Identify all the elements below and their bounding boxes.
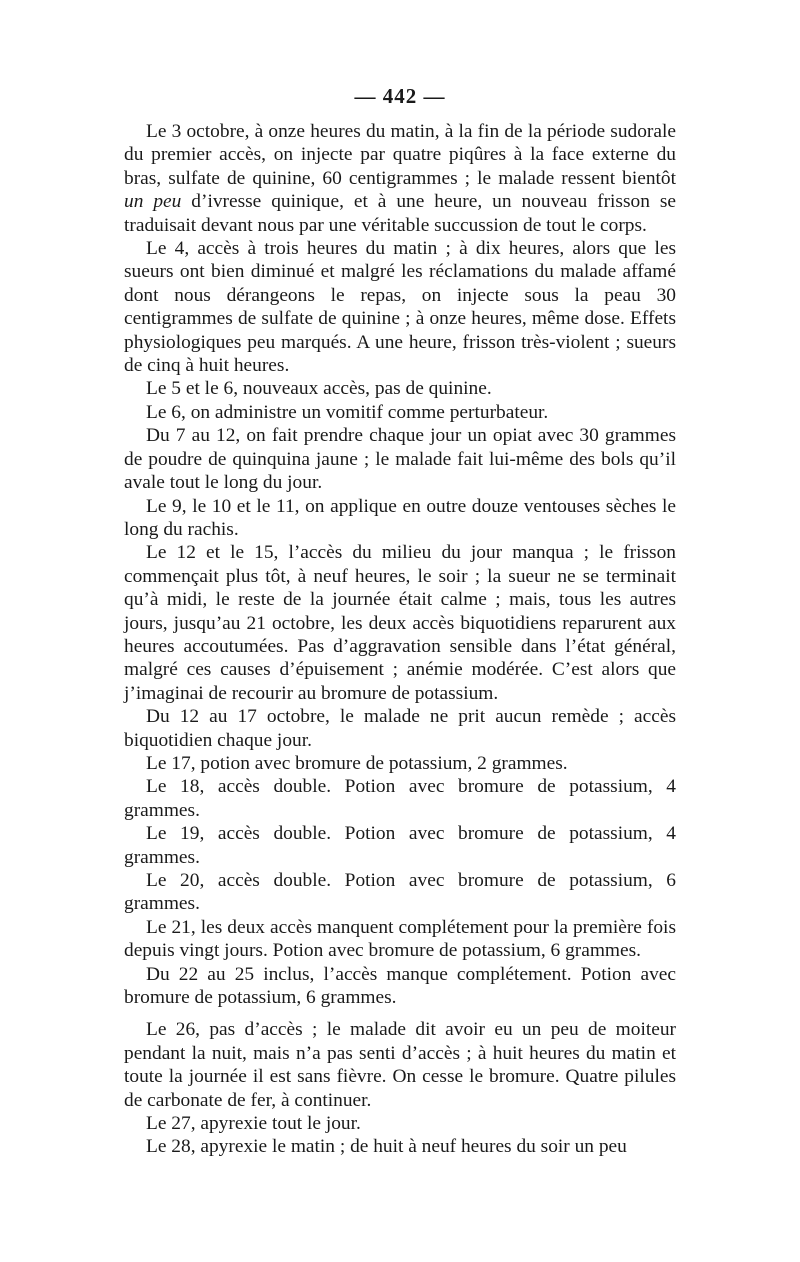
paragraph: Le 5 et le 6, nouveaux accès, pas de quinine.	[146, 378, 492, 400]
paragraph: Le 28, apyrexie le matin ; de huit à neuf heures du soir un peu	[146, 1136, 627, 1158]
paragraph	[124, 120, 676, 237]
paragraph: Le 4, accès à trois heures du matin ; à dix heures, alors que les sueurs ont bien diminué et malgré les réclamations du malade affamé dont nous dérangeons le repas, on injecte sous la peau 30 centigrammes de sulfate de quinine ; à onze heures, même dose. Effets physiologiques peu marqués. A une heure, frisson très-violent ; sueurs de cinq à huit heures.	[124, 238, 676, 377]
paragraph: Le 9, le 10 et le 11, on applique en outre douze ventouses sèches le long du rachis.	[124, 495, 676, 540]
paragraph-text: d’ivresse quinique, et à une heure, un nouveau frisson se traduisait devant nous par une véritable succussion de tout le corps.	[124, 191, 676, 236]
paragraph: Du 12 au 17 octobre, le malade ne prit aucun remède ; accès biquotidien chaque jour.	[124, 706, 676, 751]
paragraph: Le 26, pas d’accès ; le malade dit avoir eu un peu de moiteur pendant la nuit, mais n’a pas senti d’accès ; à huit heures du matin et toute la journée il est sans fièvre. On cesse le bromure. Quatre pilules de carbonate de fer, à continuer.	[124, 1019, 676, 1111]
paragraph: Le 27, apyrexie tout le jour.	[146, 1113, 361, 1135]
paragraph: Du 22 au 25 inclus, l’accès manque complétement. Potion avec bromure de potassium, 6 grammes.	[124, 963, 676, 1009]
paragraph: Le 12 et le 15, l’accès du milieu du jour manqua ; le frisson commençait plus tôt, à neuf heures, le soir ; la sueur ne se terminait qu’à midi, le reste de la journée était calme ; mais, tous les autres jours, jusqu’au 21 octobre, les deux accès biquotidiens reparurent aux heures accoutumées. Pas d’aggravation sensible dans l’état général, malgré ces causes d’épuisement ; anémie modérée. C’est alors que j’imaginai de recourir au bromure de potassium.	[124, 542, 676, 704]
paragraph: Du 7 au 12, on fait prendre chaque jour un opiat avec 30 grammes de poudre de quinquina jaune ; le malade fait lui-même des bols qu’il avale tout le long du jour.	[124, 425, 676, 494]
page-body	[124, 120, 676, 1159]
paragraph: Le 18, accès double. Potion avec bromure de potassium, 4 grammes.	[124, 776, 676, 821]
page-number: — 442 —	[354, 84, 446, 108]
paragraph: Le 6, on administre un vomitif comme perturbateur.	[146, 401, 549, 423]
emphasized-text: un peu	[124, 191, 182, 213]
paragraph: Le 19, accès double. Potion avec bromure de potassium, 4 grammes.	[124, 823, 676, 868]
paragraph: Le 20, accès double. Potion avec bromure de potassium, 6 grammes.	[124, 870, 676, 915]
paragraph-text: Le 3 octobre, à onze heures du matin, à la fin de la période sudorale du premier accès, on injecte par quatre piqûres à la face externe du bras, sulfate de quinine, 60 centigrammes ; le malade ressent bientôt	[124, 121, 676, 189]
paragraph: Le 21, les deux accès manquent complétement pour la première fois depuis vingt jours. Potion avec bromure de potassium, 6 grammes.	[124, 916, 676, 962]
paragraph: Le 17, potion avec bromure de potassium, 2 grammes.	[146, 752, 568, 774]
